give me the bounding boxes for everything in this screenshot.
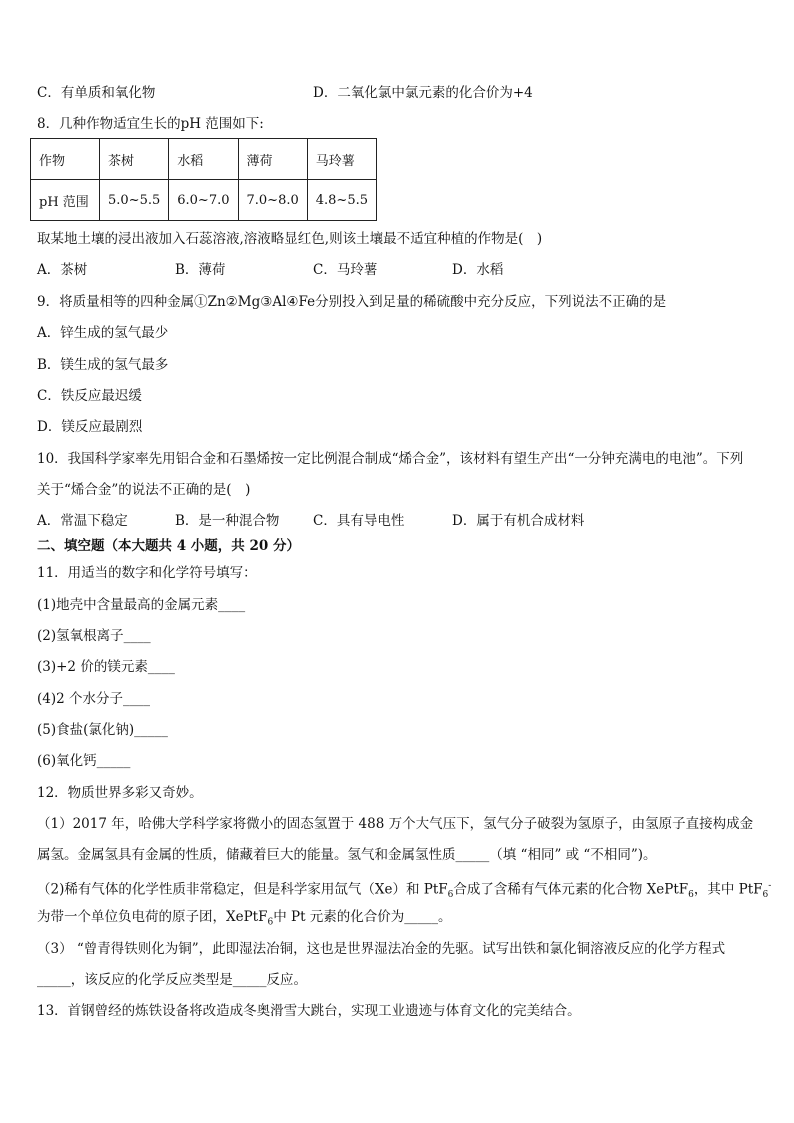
table-row — [31, 180, 377, 221]
q10-option-b: B．是一种混合物 — [175, 513, 280, 529]
table-cell: 薄荷 — [238, 139, 307, 180]
q11-item-2: (2)氢氧根离子____ — [37, 628, 151, 644]
q12-part2-line1 — [37, 877, 771, 904]
q8-stem: 8．几种作物适宜生长的pH 范围如下: — [37, 116, 264, 132]
q9-stem: 9．将质量相等的四种金属①Zn②Mg③Al④Fe分别投入到足量的稀硫酸中充分反应，下列说法不正确的是 — [37, 294, 667, 310]
q8-option-a: A．茶树 — [37, 262, 88, 278]
q12-part2-text-a: （2)稀有气体的化学性质非常稳定，但是科学家用氙气（Xe）和 PtF — [37, 881, 448, 898]
section-title: 二、填空题（本大题共 4 小题，共 20 分） — [37, 538, 300, 554]
q10-option-a: A．常温下稳定 — [37, 513, 128, 529]
q10-option-c: C．具有导电性 — [313, 513, 405, 529]
q9-option-c: C．铁反应最迟缓 — [37, 388, 142, 404]
table-cell: 5.0~5.5 — [100, 180, 169, 221]
table-header-row — [31, 139, 377, 180]
q11-item-3: (3)+2 价的镁元素____ — [37, 659, 175, 675]
q11-item-1: (1)地壳中含量最高的金属元素____ — [37, 597, 246, 613]
q12-part3-line1: （3） “曾青得铁则化为铜”，此即湿法冶铜，这也是世界湿法冶金的先驱。试写出铁和氯化铜溶液反应的化学方程式 — [37, 941, 726, 957]
q8-question: 取某地土壤的浸出液加入石蕊溶液,溶液略显红色,则该土壤最不适宜种植的作物是( ) — [37, 231, 543, 247]
q12-part2-text-b: 合成了含稀有气体元素的化合物 XePtF — [453, 881, 689, 898]
q8-option-c: C．马玲薯 — [313, 262, 378, 278]
subscript-6: 6 — [688, 890, 694, 901]
q11-item-4: (4)2 个水分子____ — [37, 691, 151, 707]
q11-stem: 11．用适当的数字和化学符号填写： — [37, 565, 257, 581]
subscript-6: 6 — [762, 890, 769, 901]
q10-stem-line2: 关于“烯合金”的说法不正确的是( ) — [37, 482, 251, 498]
table-cell: 马玲薯 — [307, 139, 376, 180]
q12-part2-text-e: 中 Pt 元素的化合价为_____。 — [273, 909, 452, 925]
table-cell: 茶树 — [100, 139, 169, 180]
q7-option-d: D．二氧化氯中氯元素的化合价为+4 — [313, 85, 533, 101]
table-cell: pH 范围 — [31, 180, 100, 221]
q7-option-c: C．有单质和氧化物 — [37, 85, 156, 101]
table-cell: 水稻 — [169, 139, 238, 180]
q9-option-a: A．锌生成的氢气最少 — [37, 325, 169, 341]
subscript-6: 6 — [267, 917, 274, 928]
q8-option-d: D．水稻 — [452, 262, 504, 278]
q10-option-d: D．属于有机合成材料 — [452, 513, 585, 529]
table-cell: 4.8~5.5 — [307, 180, 376, 221]
q12-part3-line2: _____，该反应的化学反应类型是_____反应。 — [37, 972, 307, 988]
q12-part2-text-c: ，其中 PtF — [693, 881, 763, 898]
table-cell: 作物 — [31, 139, 100, 180]
q12-part2-line2 — [37, 908, 452, 932]
q13-stem: 13．首钢曾经的炼铁设备将改造成冬奥滑雪大跳台，实现工业遗迹与体育文化的完美结合。 — [37, 1003, 581, 1019]
q11-item-5: (5)食盐(氯化钠)_____ — [37, 722, 168, 738]
subscript-6: 6 — [447, 890, 454, 901]
q9-option-b: B．镁生成的氢气最多 — [37, 357, 169, 373]
superscript-minus: - — [768, 881, 772, 891]
q10-stem-line1: 10．我国科学家率先用铝合金和石墨烯按一定比例混合制成“烯合金”，该材料有望生产出“一分钟充满电的电池”。下列 — [37, 451, 744, 467]
q9-option-d: D．镁反应最剧烈 — [37, 419, 143, 435]
table-cell: 6.0~7.0 — [169, 180, 238, 221]
q12-stem: 12．物质世界多彩又奇妙。 — [37, 785, 203, 801]
table-cell: 7.0~8.0 — [238, 180, 307, 221]
q12-part1-line2: 属氢。金属氢具有金属的性质，储藏着巨大的能量。氢气和金属氢性质_____（填 “相同” 或 “不相同”)。 — [37, 847, 657, 863]
q12-part2-text-d: 为带一个单位负电荷的原子团，XePtF — [37, 909, 268, 925]
q12-part1-line1: （1）2017 年，哈佛大学科学家将微小的固态氢置于 488 万个大气压下，氢气分子破裂为氢原子，由氢原子直接构成金 — [37, 816, 754, 832]
q8-option-b: B．薄荷 — [175, 262, 226, 278]
ph-range-table — [30, 138, 377, 221]
q11-item-6: (6)氧化钙_____ — [37, 753, 131, 769]
